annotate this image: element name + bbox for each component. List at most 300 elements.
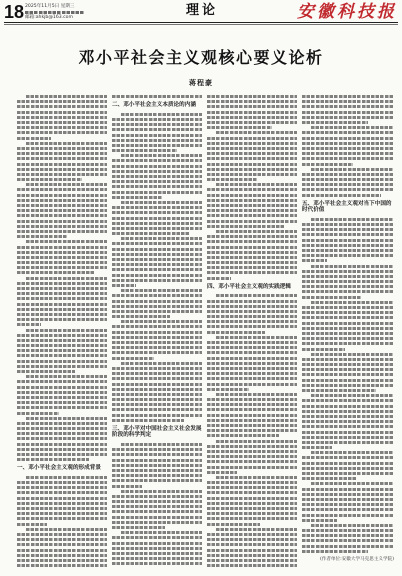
- body-text-glyphs: [207, 325, 297, 328]
- body-text-glyphs: [17, 168, 107, 171]
- body-text-glyphs: [302, 244, 394, 247]
- body-text-glyphs: [17, 422, 107, 425]
- body-paragraph: [302, 167, 394, 198]
- body-text-glyphs: [112, 159, 202, 162]
- body-paragraph: [302, 450, 394, 481]
- body-text-glyphs: [207, 240, 297, 243]
- body-text-glyphs: [17, 406, 107, 409]
- body-text-glyphs: [112, 495, 202, 498]
- body-text-glyphs: [112, 185, 202, 188]
- body-text-glyphs: [17, 401, 107, 404]
- body-text-glyphs: [112, 248, 202, 251]
- body-text-glyphs: [112, 351, 202, 354]
- body-paragraph: [17, 527, 107, 569]
- body-text-glyphs: [17, 458, 89, 461]
- body-text-glyphs: [112, 123, 202, 126]
- body-text-glyphs: [17, 199, 107, 202]
- body-text-glyphs: [17, 443, 107, 446]
- body-paragraph: [112, 153, 202, 200]
- body-text-glyphs: [121, 443, 202, 446]
- body-text-glyphs: [207, 554, 297, 557]
- body-paragraph: [302, 481, 394, 523]
- body-text-glyphs: [207, 414, 297, 417]
- body-text-glyphs: [302, 239, 394, 242]
- body-text-glyphs: [207, 209, 297, 212]
- body-text-glyphs: [216, 336, 297, 339]
- body-text-glyphs: [112, 180, 202, 183]
- body-paragraph: [207, 94, 297, 130]
- body-text-glyphs: [302, 116, 394, 119]
- body-text-glyphs: [302, 316, 394, 319]
- body-text-glyphs: [112, 448, 202, 451]
- body-text-glyphs: [302, 259, 327, 262]
- body-paragraph: [17, 416, 107, 463]
- body-text-glyphs: [302, 410, 394, 413]
- body-text-glyphs: [207, 419, 297, 422]
- body-text-glyphs: [17, 380, 107, 383]
- body-text-glyphs: [17, 543, 107, 546]
- body-text-glyphs: [311, 451, 394, 454]
- body-text-glyphs: [207, 512, 297, 515]
- body-paragraph: [17, 239, 107, 275]
- body-paragraph: [17, 327, 107, 374]
- body-text-glyphs: [112, 274, 202, 277]
- body-text-glyphs: [207, 235, 297, 238]
- body-text-glyphs: [17, 111, 107, 114]
- body-text-glyphs: [112, 253, 202, 256]
- body-text-glyphs: [26, 95, 107, 98]
- body-text-glyphs: [112, 268, 202, 271]
- body-text-glyphs: [26, 240, 107, 243]
- body-text-glyphs: [207, 538, 297, 541]
- body-text-glyphs: [17, 549, 107, 552]
- body-text-glyphs: [302, 456, 394, 459]
- body-text-glyphs: [207, 315, 297, 318]
- body-text-glyphs: [17, 261, 107, 264]
- body-text-glyphs: [207, 266, 297, 269]
- body-text-line: [112, 94, 202, 99]
- body-text-glyphs: [302, 233, 394, 236]
- body-text-glyphs: [112, 372, 202, 375]
- body-text-glyphs: [207, 95, 297, 98]
- body-text-glyphs: [207, 331, 265, 334]
- body-text-glyphs: [112, 336, 202, 339]
- body-text-glyphs: [207, 362, 297, 365]
- body-text-glyphs: [112, 510, 202, 513]
- body-paragraph: [17, 475, 107, 527]
- body-text-glyphs: [26, 375, 107, 378]
- body-text-glyphs: [112, 232, 189, 235]
- body-paragraph: [17, 276, 107, 328]
- body-text-glyphs: [207, 271, 297, 274]
- body-text-glyphs: [112, 300, 202, 303]
- body-text-glyphs: [17, 292, 107, 295]
- body-text-glyphs: [17, 448, 107, 451]
- body-text-glyphs: [207, 256, 297, 259]
- body-text-glyphs: [207, 121, 297, 124]
- author-affiliation: (作者单位:安徽大学马克思主义学院): [319, 556, 394, 562]
- body-text-glyphs: [17, 105, 107, 108]
- body-paragraph: [207, 475, 297, 527]
- body-paragraph: [207, 335, 297, 392]
- body-text-glyphs: [17, 163, 107, 166]
- body-text-glyphs: [207, 388, 249, 391]
- body-text-glyphs: [302, 373, 394, 376]
- body-text-glyphs: [207, 105, 297, 108]
- body-text-glyphs: [207, 194, 297, 197]
- body-text-glyphs: [302, 100, 394, 103]
- body-text-glyphs: [17, 121, 107, 124]
- body-text-line: [17, 563, 107, 568]
- body-text-glyphs: [17, 287, 107, 290]
- body-text-glyphs: [207, 346, 297, 349]
- body-text-glyphs: [311, 524, 394, 527]
- body-text-glyphs: [207, 137, 297, 140]
- body-text-glyphs: [207, 163, 297, 166]
- body-text-glyphs: [121, 201, 202, 204]
- body-text-glyphs: [302, 178, 394, 181]
- body-text-glyphs: [302, 405, 394, 408]
- body-text-glyphs: [216, 230, 297, 233]
- body-text-glyphs: [112, 341, 202, 344]
- body-text-glyphs: [302, 446, 332, 449]
- body-text-glyphs: [17, 323, 41, 326]
- body-text-glyphs: [302, 508, 394, 511]
- body-text-glyphs: [302, 436, 394, 439]
- body-text-glyphs: [302, 147, 394, 150]
- text-column-1: [17, 94, 107, 568]
- body-text-glyphs: [302, 472, 394, 475]
- body-text-glyphs: [17, 502, 107, 505]
- body-text-glyphs: [17, 360, 107, 363]
- body-text-glyphs: [17, 209, 107, 212]
- body-text-glyphs: [302, 368, 394, 371]
- body-paragraph: [112, 288, 202, 319]
- body-text-glyphs: [302, 529, 394, 532]
- text-column-3: [207, 94, 297, 568]
- body-paragraph: [207, 229, 297, 281]
- issue-info: [25, 4, 97, 20]
- body-text-glyphs: [17, 437, 107, 440]
- body-text-glyphs: [112, 552, 202, 555]
- body-text-glyphs: [17, 204, 107, 207]
- body-text-glyphs: [17, 354, 107, 357]
- body-text-glyphs: [17, 365, 107, 368]
- body-text-glyphs: [17, 157, 107, 160]
- body-text-glyphs: [302, 311, 394, 314]
- body-text-glyphs: [302, 545, 394, 548]
- body-text-glyphs: [112, 357, 154, 360]
- body-text-line: [112, 561, 202, 566]
- body-paragraph: [112, 236, 202, 288]
- body-text-glyphs: [207, 543, 297, 546]
- editor-email: 邮箱:ahkjb@163.com: [25, 14, 73, 20]
- body-text-glyphs: [17, 194, 107, 197]
- body-text-glyphs: [17, 256, 107, 259]
- body-text-glyphs: [17, 303, 107, 306]
- body-text-glyphs: [112, 305, 202, 308]
- body-text-glyphs: [112, 377, 202, 380]
- body-text-glyphs: [302, 379, 394, 382]
- body-text-glyphs: [112, 459, 202, 462]
- body-text-glyphs: [302, 152, 394, 155]
- section-heading: 五、邓小平社会主义观对当下中国的时代价值: [302, 200, 392, 214]
- body-text-glyphs: [26, 277, 107, 280]
- section-heading: 二、邓小平社会主义本质论的内涵: [112, 102, 196, 109]
- body-text-line: [17, 457, 107, 462]
- body-text-glyphs: [207, 111, 297, 114]
- body-text-glyphs: [112, 258, 202, 261]
- body-text-glyphs: [17, 100, 107, 103]
- body-text-glyphs: [17, 481, 107, 484]
- body-text-glyphs: [121, 490, 202, 493]
- body-text-glyphs: [112, 294, 202, 297]
- body-text-glyphs: [302, 95, 394, 98]
- body-text-glyphs: [121, 154, 202, 157]
- body-text-glyphs: [112, 521, 202, 524]
- body-text-glyphs: [112, 536, 202, 539]
- body-text-glyphs: [302, 306, 394, 309]
- editor-credits: [25, 9, 97, 14]
- body-text-glyphs: [17, 126, 107, 129]
- body-text-glyphs: [207, 261, 297, 264]
- body-text-glyphs: [302, 358, 394, 361]
- body-text-glyphs: [207, 225, 284, 228]
- body-text-glyphs: [207, 173, 297, 176]
- body-text-glyphs: [207, 204, 297, 207]
- body-text-line: [302, 549, 394, 554]
- body-text-glyphs: [207, 377, 297, 380]
- body-text-glyphs: [112, 469, 202, 472]
- body-text-glyphs: [17, 497, 107, 500]
- body-text-glyphs: [302, 389, 376, 392]
- body-text-glyphs: [311, 265, 394, 268]
- body-text-glyphs: [112, 346, 202, 349]
- body-paragraph: [302, 523, 394, 554]
- body-text-glyphs: [112, 196, 162, 199]
- body-text-glyphs: [112, 144, 202, 147]
- body-text-glyphs: [17, 370, 75, 373]
- body-paragraph: [112, 94, 202, 99]
- body-text-glyphs: [207, 481, 297, 484]
- body-text-glyphs: [17, 349, 107, 352]
- article-author: 蒋程豪: [189, 79, 213, 87]
- body-text-glyphs: [112, 547, 202, 550]
- body-text-glyphs: [17, 225, 107, 228]
- body-text-glyphs: [207, 450, 297, 453]
- body-text-glyphs: [121, 113, 202, 116]
- body-text-glyphs: [207, 564, 297, 567]
- body-text-glyphs: [112, 118, 202, 121]
- body-text-glyphs: [121, 289, 202, 292]
- body-text-glyphs: [112, 453, 202, 456]
- body-text-glyphs: [302, 157, 394, 160]
- body-text-glyphs: [112, 95, 202, 98]
- body-text-glyphs: [216, 183, 297, 186]
- body-text-glyphs: [17, 486, 107, 489]
- body-paragraph: [112, 200, 202, 236]
- header-rule-thin: [4, 24, 398, 25]
- body-text-glyphs: [112, 134, 202, 137]
- issue-date: 2025年11月5日 星期三: [25, 4, 75, 9]
- body-text-glyphs: [302, 332, 394, 335]
- body-text-glyphs: [26, 183, 107, 186]
- body-text-glyphs: [216, 440, 297, 443]
- body-text-glyphs: [302, 254, 394, 257]
- body-text-glyphs: [302, 290, 394, 293]
- body-text-glyphs: [112, 175, 202, 178]
- body-text-glyphs: [207, 491, 297, 494]
- body-text-glyphs: [112, 562, 202, 565]
- header-rule: [4, 22, 398, 23]
- body-text-glyphs: [207, 277, 231, 280]
- body-text-glyphs: [17, 147, 107, 150]
- body-text-glyphs: [17, 564, 107, 567]
- body-text-glyphs: [302, 425, 394, 428]
- body-text-glyphs: [121, 362, 202, 365]
- body-text-glyphs: [112, 263, 202, 266]
- body-text-glyphs: [17, 178, 82, 181]
- body-text-glyphs: [26, 142, 107, 145]
- body-text-glyphs: [302, 519, 337, 522]
- body-text-glyphs: [302, 337, 394, 340]
- body-text-glyphs: [207, 502, 297, 505]
- body-text-glyphs: [112, 419, 184, 422]
- body-text-glyphs: [17, 131, 107, 134]
- section-heading: 一、邓小平社会主义观的形成背景: [17, 465, 101, 472]
- body-paragraph: [302, 94, 394, 125]
- body-text-glyphs: [207, 408, 297, 411]
- body-paragraph: [302, 352, 394, 394]
- body-text-glyphs: [311, 301, 394, 304]
- page-number: 18: [4, 2, 25, 22]
- body-text-glyphs: [112, 170, 202, 173]
- body-text-glyphs: [112, 464, 202, 467]
- body-text-glyphs: [302, 431, 394, 434]
- body-text-glyphs: [112, 310, 202, 313]
- body-text-glyphs: [207, 351, 297, 354]
- body-text-glyphs: [17, 318, 107, 321]
- body-text-glyphs: [207, 152, 297, 155]
- body-text-glyphs: [302, 539, 394, 542]
- body-paragraph: [302, 393, 394, 450]
- body-text-glyphs: [112, 128, 202, 131]
- body-text-glyphs: [17, 339, 107, 342]
- body-text-glyphs: [207, 559, 297, 562]
- body-text-glyphs: [302, 327, 394, 330]
- body-text-glyphs: [17, 538, 107, 541]
- text-column-4: [302, 94, 394, 562]
- body-text-glyphs: [302, 441, 394, 444]
- body-text-glyphs: [207, 383, 297, 386]
- body-text-glyphs: [207, 486, 297, 489]
- body-text-glyphs: [17, 220, 107, 223]
- body-text-glyphs: [207, 142, 297, 145]
- body-text-glyphs: [112, 217, 202, 220]
- body-text-glyphs: [302, 348, 345, 351]
- body-text-glyphs: [207, 517, 297, 520]
- body-text-line: [207, 563, 297, 568]
- body-text-glyphs: [302, 534, 394, 537]
- body-text-glyphs: [17, 173, 107, 176]
- body-paragraph: [302, 217, 394, 264]
- body-text-glyphs: [207, 147, 297, 150]
- body-paragraph: [207, 439, 297, 475]
- body-text-glyphs: [17, 491, 107, 494]
- body-text-glyphs: [207, 251, 297, 254]
- body-text-glyphs: [112, 388, 202, 391]
- body-text-glyphs: [302, 322, 394, 325]
- body-paragraph: [302, 263, 394, 299]
- newspaper-masthead-logo: 安徽科技报: [297, 2, 397, 22]
- body-text-glyphs: [302, 493, 394, 496]
- body-text-glyphs: [302, 275, 394, 278]
- body-text-glyphs: [207, 429, 297, 432]
- body-text-glyphs: [302, 142, 394, 145]
- body-paragraph: [112, 489, 202, 531]
- body-text-glyphs: [207, 320, 297, 323]
- body-text-glyphs: [112, 331, 202, 334]
- body-paragraph: [207, 130, 297, 182]
- body-text-glyphs: [17, 188, 107, 191]
- body-paragraph: [207, 392, 297, 439]
- article-title: 邓小平社会主义观核心要义论析: [78, 48, 324, 67]
- body-text-glyphs: [17, 432, 107, 435]
- body-text-glyphs: [112, 414, 202, 417]
- body-text-glyphs: [311, 482, 394, 485]
- body-text-glyphs: [17, 533, 107, 536]
- body-paragraph: [302, 300, 394, 352]
- body-text-glyphs: [17, 512, 107, 515]
- body-text-glyphs: [302, 270, 394, 273]
- body-text-glyphs: [112, 408, 202, 411]
- body-text-glyphs: [112, 222, 202, 225]
- body-text-glyphs: [302, 342, 394, 345]
- body-text-glyphs: [207, 523, 260, 526]
- body-text-glyphs: [311, 168, 394, 171]
- body-text-glyphs: [207, 168, 297, 171]
- body-text-glyphs: [207, 372, 297, 375]
- body-text-glyphs: [112, 474, 202, 477]
- body-text-glyphs: [311, 126, 394, 129]
- body-text-glyphs: [302, 296, 361, 299]
- body-text-glyphs: [207, 116, 297, 119]
- body-paragraph: [207, 182, 297, 229]
- body-text-glyphs: [112, 383, 202, 386]
- body-text-glyphs: [302, 249, 394, 252]
- body-text-glyphs: [207, 398, 297, 401]
- body-text-glyphs: [112, 485, 142, 488]
- body-text-glyphs: [207, 466, 297, 469]
- body-text-glyphs: [17, 396, 107, 399]
- body-text-glyphs: [302, 488, 394, 491]
- body-text-glyphs: [26, 417, 107, 420]
- body-text-glyphs: [311, 353, 394, 356]
- body-paragraph: [112, 442, 202, 489]
- body-text-glyphs: [17, 386, 107, 389]
- body-text-glyphs: [112, 149, 177, 152]
- body-text-glyphs: [17, 116, 107, 119]
- body-text-glyphs: [207, 455, 297, 458]
- body-text-glyphs: [17, 554, 107, 557]
- body-text-glyphs: [121, 320, 202, 323]
- body-text-glyphs: [302, 399, 394, 402]
- body-text-glyphs: [302, 194, 381, 197]
- body-text-glyphs: [112, 505, 202, 508]
- body-text-glyphs: [207, 100, 297, 103]
- body-text-glyphs: [302, 188, 394, 191]
- body-text-glyphs: [207, 497, 297, 500]
